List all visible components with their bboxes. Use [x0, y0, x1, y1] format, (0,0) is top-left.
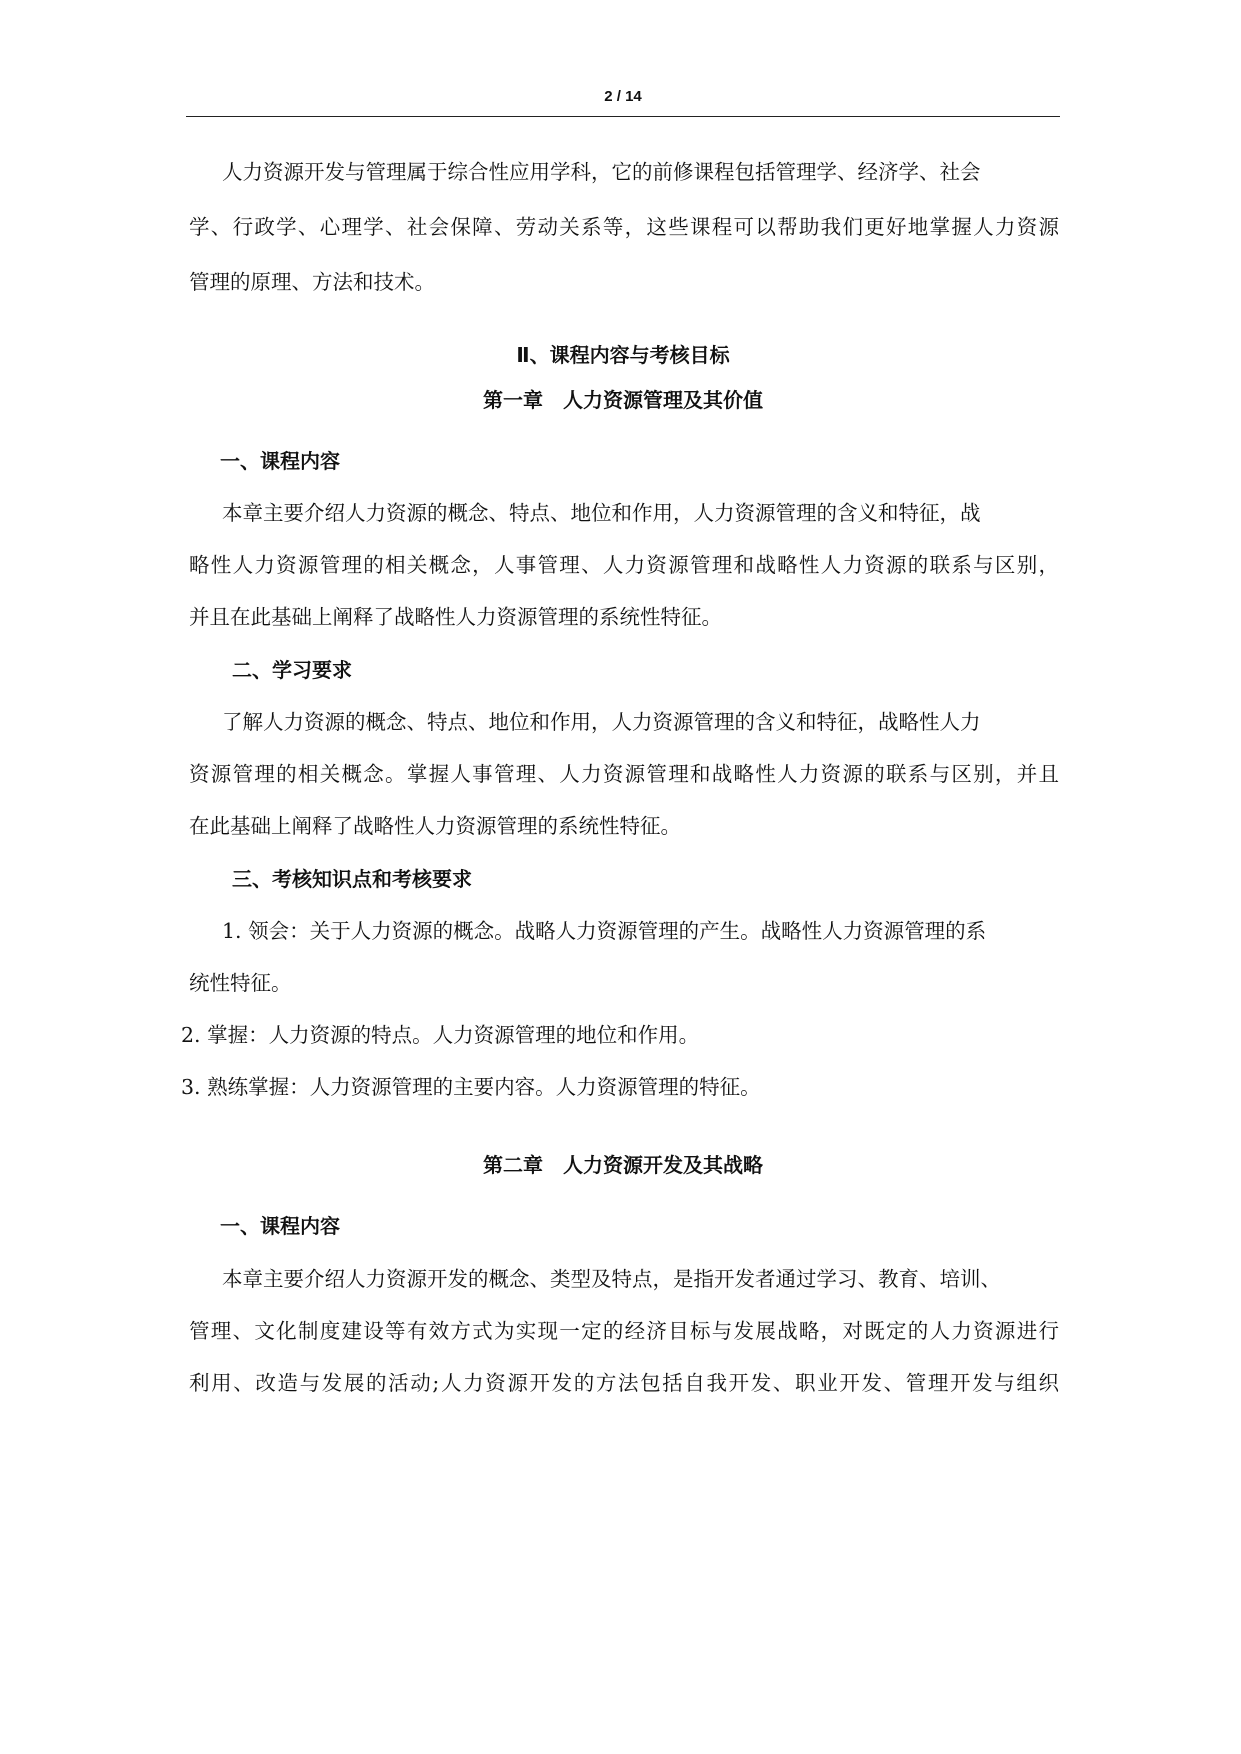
ch1-item-2: 2. 掌握：人力资源的特点。人力资源管理的地位和作用。: [181, 1023, 700, 1047]
ch2-s1-line-1: 本章主要介绍人力资源开发的概念、类型及特点，是指开发者通过学习、教育、培训、: [222, 1267, 1001, 1291]
ch1-s2-line-1: 了解人力资源的概念、特点、地位和作用，人力资源管理的含义和特征，战略性人力: [222, 710, 981, 734]
ch1-section-3-heading: 三、考核知识点和考核要求: [232, 867, 472, 891]
intro-line-2: 学、行政学、心理学、社会保障、劳动关系等，这些课程可以帮助我们更好地掌握人力资源: [189, 215, 1059, 239]
ch1-s1-line-1: 本章主要介绍人力资源的概念、特点、地位和作用，人力资源管理的含义和特征，战: [222, 501, 981, 525]
ch1-s2-line-3: 在此基础上阐释了战略性人力资源管理的系统性特征。: [189, 814, 681, 838]
chapter-2-title: 第二章 人力资源开发及其战略: [483, 1153, 763, 1177]
ch1-item-3: 3. 熟练掌握：人力资源管理的主要内容。人力资源管理的特征。: [181, 1075, 761, 1099]
ch1-item-1-line-2: 统性特征。: [189, 971, 292, 995]
ch2-section-1-heading: 一、课程内容: [220, 1214, 340, 1238]
page-header: [186, 86, 1060, 117]
intro-line-1: 人力资源开发与管理属于综合性应用学科，它的前修课程包括管理学、经济学、社会: [222, 160, 981, 184]
intro-line-3: 管理的原理、方法和技术。: [189, 270, 435, 294]
ch1-s2-line-2: 资源管理的相关概念。掌握人事管理、人力资源管理和战略性人力资源的联系与区别，并且: [189, 762, 1059, 786]
ch1-section-1-heading: 一、课程内容: [220, 449, 340, 473]
ch2-s1-line-2: 管理、文化制度建设等有效方式为实现一定的经济目标与发展战略，对既定的人力资源进行: [189, 1319, 1059, 1343]
ch1-s1-line-2: 略性人力资源管理的相关概念，人事管理、人力资源管理和战略性人力资源的联系与区别，: [189, 553, 1059, 577]
ch2-s1-line-3: 利用、改造与发展的活动;人力资源开发的方法包括自我开发、职业开发、管理开发与组织: [189, 1371, 1059, 1395]
chapter-1-title: 第一章 人力资源管理及其价值: [483, 388, 763, 412]
page-number: 2 / 14: [604, 88, 642, 105]
ch1-item-1-line-1: 1. 领会：关于人力资源的概念。战略人力资源管理的产生。战略性人力资源管理的系: [222, 919, 987, 943]
ch1-s1-line-3: 并且在此基础上阐释了战略性人力资源管理的系统性特征。: [189, 605, 722, 629]
part-title: Ⅱ、课程内容与考核目标: [516, 343, 730, 367]
ch1-section-2-heading: 二、学习要求: [232, 658, 352, 682]
